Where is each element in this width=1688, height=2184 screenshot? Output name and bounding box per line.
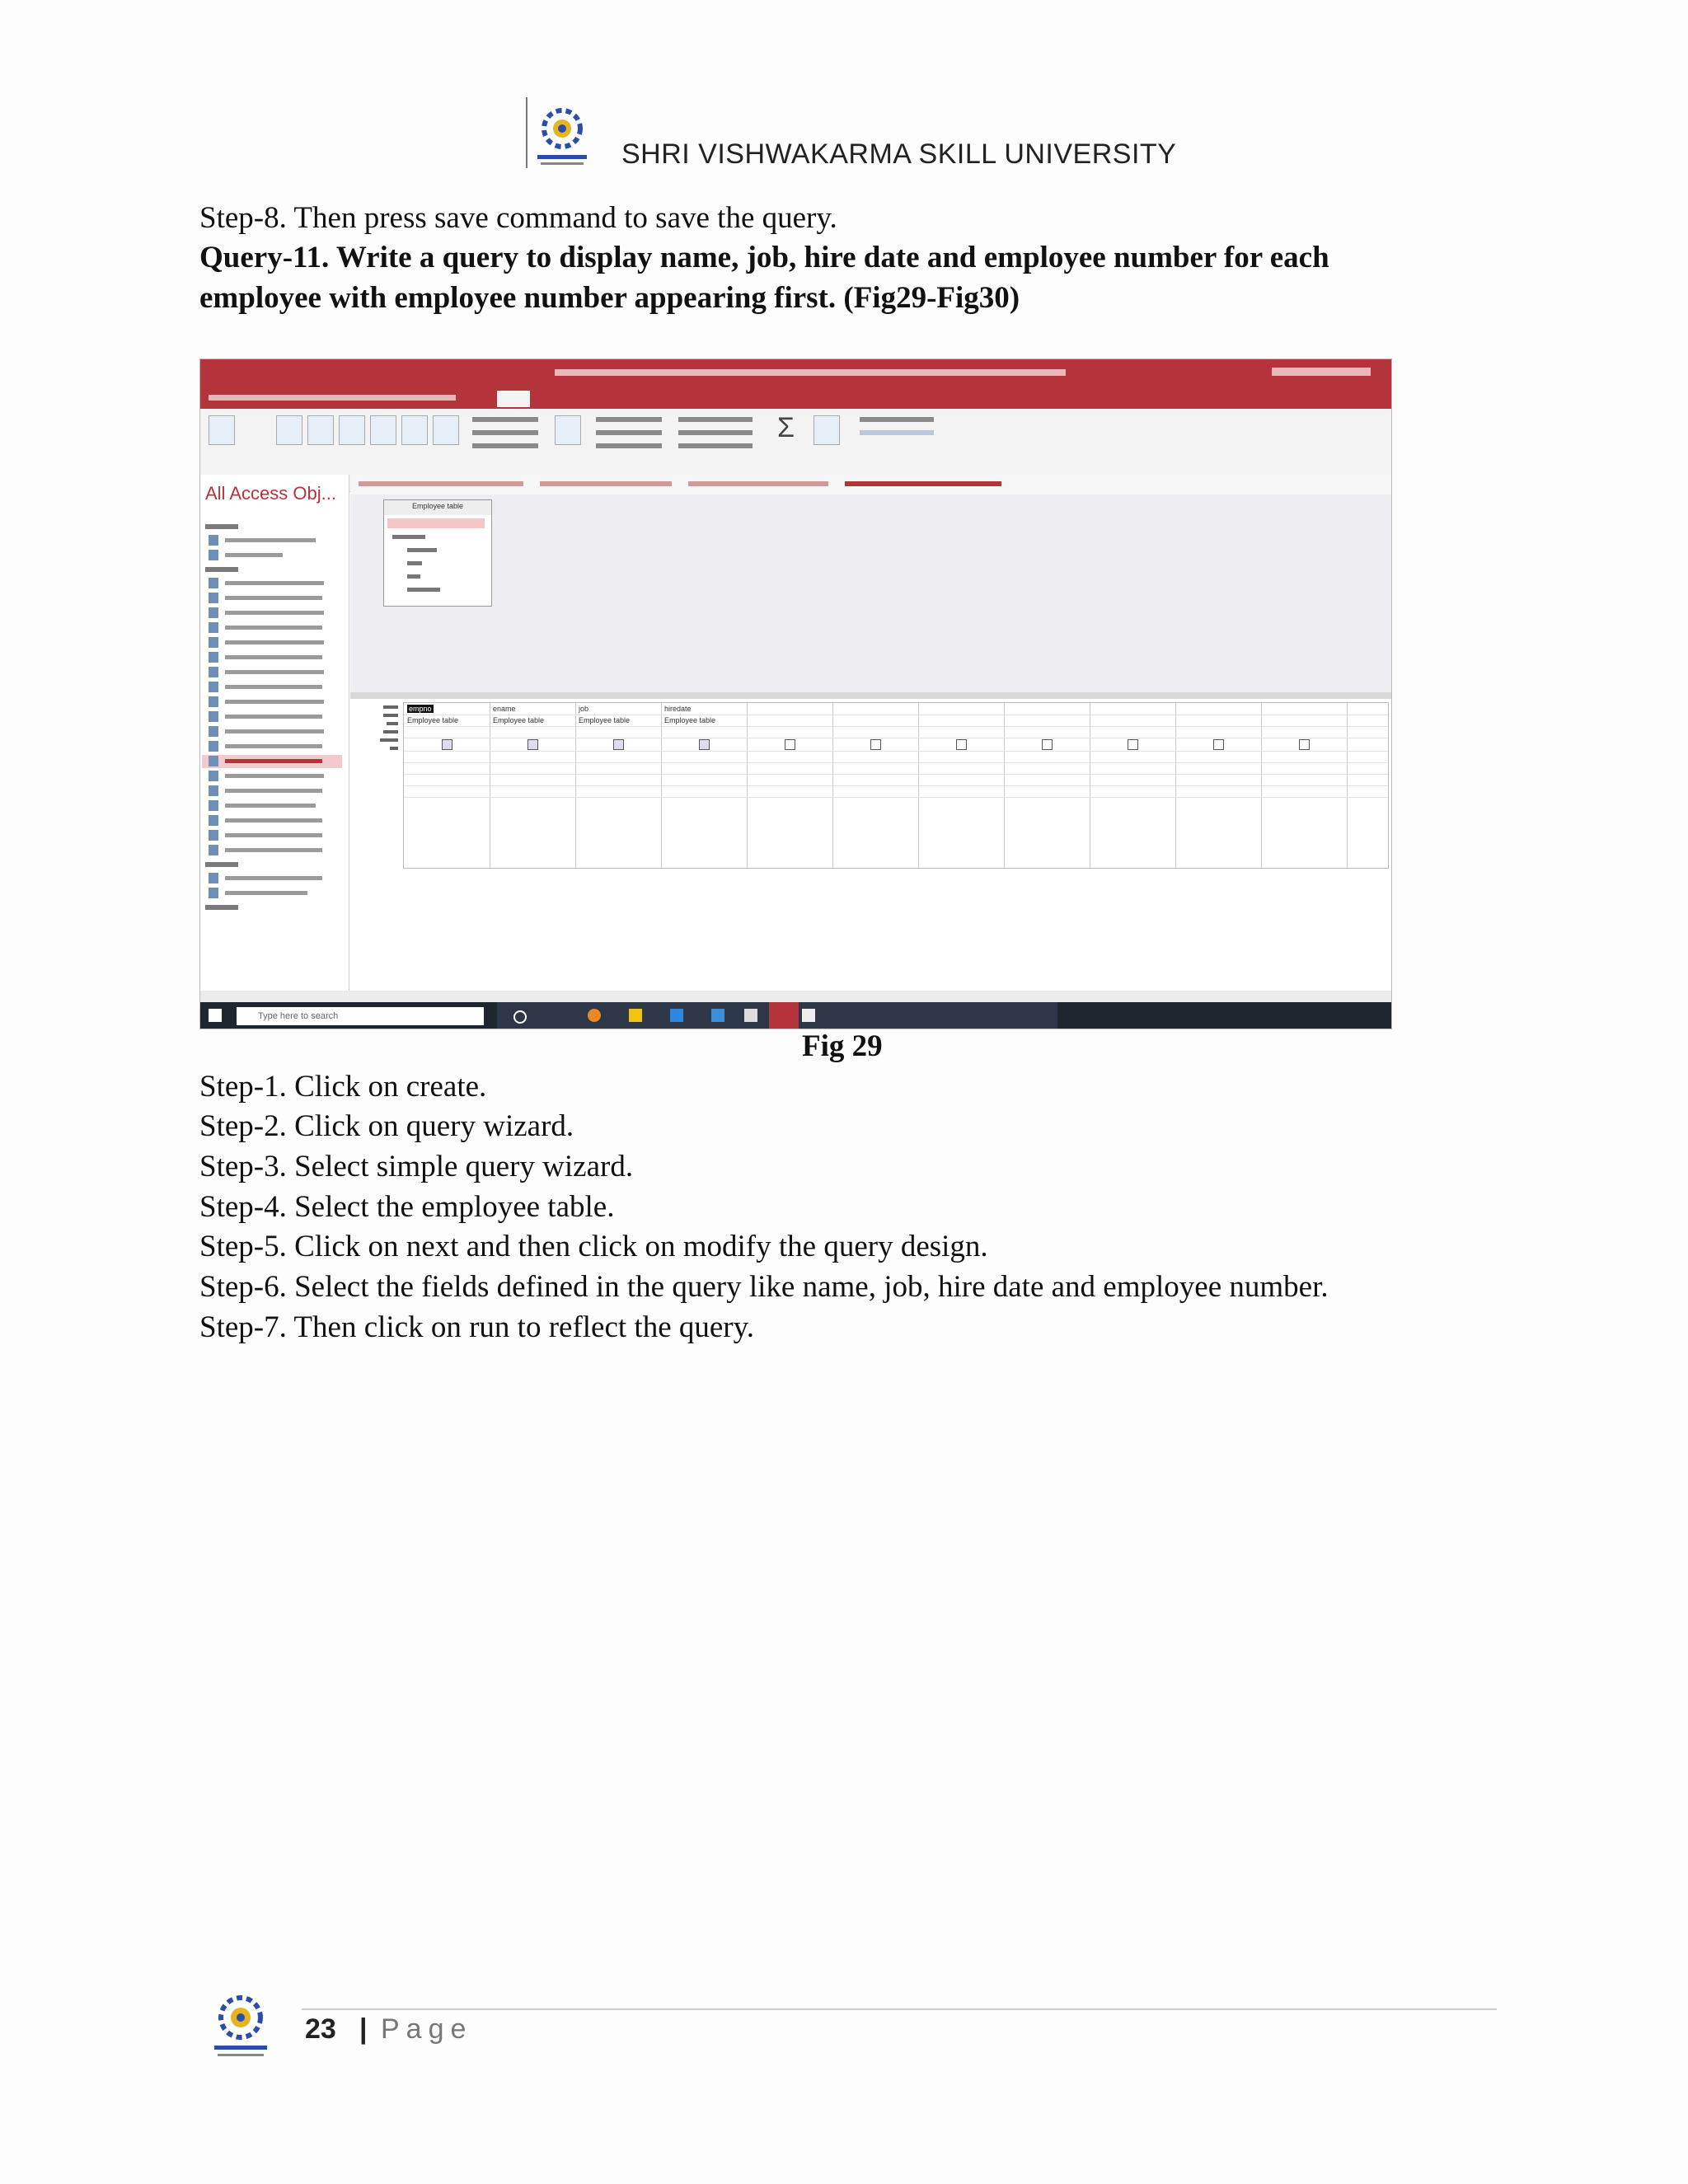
show-checkbox[interactable]: [956, 739, 967, 750]
pane-splitter[interactable]: [350, 692, 1391, 699]
query-title-line-1: Query-11. Write a query to display name, job, hire date and employee number for each: [199, 241, 1329, 274]
show-checkbox[interactable]: [1213, 739, 1224, 750]
footer-university-logo: [201, 1985, 280, 2064]
step-4: Step-4. Select the employee table.: [199, 1190, 615, 1224]
ribbon-tabs: [200, 387, 1391, 409]
grid-field-4: hiredate: [664, 705, 692, 713]
university-logo: [524, 96, 600, 171]
page-separator: |: [359, 2013, 368, 2045]
step-6: Step-6. Select the fields defined in the query like name, job, hire date and employee number.: [199, 1270, 1329, 1304]
step-1: Step-1. Click on create.: [199, 1070, 487, 1104]
ribbon: Σ: [200, 409, 1391, 492]
grid-row-labels: [377, 705, 400, 755]
step-3: Step-3. Select simple query wizard.: [199, 1150, 634, 1183]
table-box-title: Employee table: [411, 502, 464, 510]
grid-table-4: Employee table: [664, 716, 716, 724]
page-number: 23: [305, 2013, 336, 2045]
step-8-text: Step-8. Then press save command to save the query.: [199, 201, 837, 235]
figure-caption: Fig 29: [802, 1029, 883, 1063]
grid-table-1: Employee table: [407, 716, 459, 724]
table-pane: [350, 494, 1391, 692]
page-label: Page: [381, 2013, 473, 2045]
step-5: Step-5. Click on next and then click on modify the query design.: [199, 1230, 988, 1263]
university-name: SHRI VISHWAKARMA SKILL UNIVERSITY: [621, 138, 1177, 170]
navigation-pane[interactable]: [200, 475, 349, 994]
step-2: Step-2. Click on query wizard.: [199, 1109, 574, 1143]
show-checkbox[interactable]: [785, 739, 795, 750]
show-checkbox[interactable]: [870, 739, 881, 750]
document-tabs[interactable]: [350, 475, 1391, 495]
taskbar-search-box[interactable]: [237, 1007, 484, 1025]
step-7: Step-7. Then click on run to reflect the query.: [199, 1310, 754, 1344]
grid-field-3: job: [579, 705, 589, 713]
window-titlebar: [200, 359, 1391, 387]
show-checkbox[interactable]: [442, 739, 452, 750]
employee-table-box[interactable]: [383, 499, 492, 607]
footer-divider: [302, 2008, 1497, 2010]
grid-table-3: Employee table: [579, 716, 631, 724]
design-grid[interactable]: [403, 702, 1389, 869]
taskbar-apps: [497, 1002, 1057, 1029]
grid-table-2: Employee table: [493, 716, 545, 724]
show-checkbox[interactable]: [528, 739, 538, 750]
taskbar-search-placeholder: Type here to search: [258, 1011, 339, 1021]
header-divider: [526, 97, 528, 168]
show-checkbox[interactable]: [1128, 739, 1138, 750]
show-checkbox[interactable]: [699, 739, 710, 750]
show-checkbox[interactable]: [1299, 739, 1310, 750]
nav-pane-title: All Access Obj...: [205, 483, 336, 504]
access-query-design-screenshot: [199, 359, 1392, 1029]
show-checkbox[interactable]: [1042, 739, 1053, 750]
status-bar: [200, 991, 1391, 1002]
grid-field-2: ename: [493, 705, 516, 713]
grid-field-1: empno: [409, 705, 432, 713]
show-checkbox[interactable]: [613, 739, 624, 750]
query-title-line-2: employee with employee number appearing first. (Fig29-Fig30): [199, 281, 1020, 315]
